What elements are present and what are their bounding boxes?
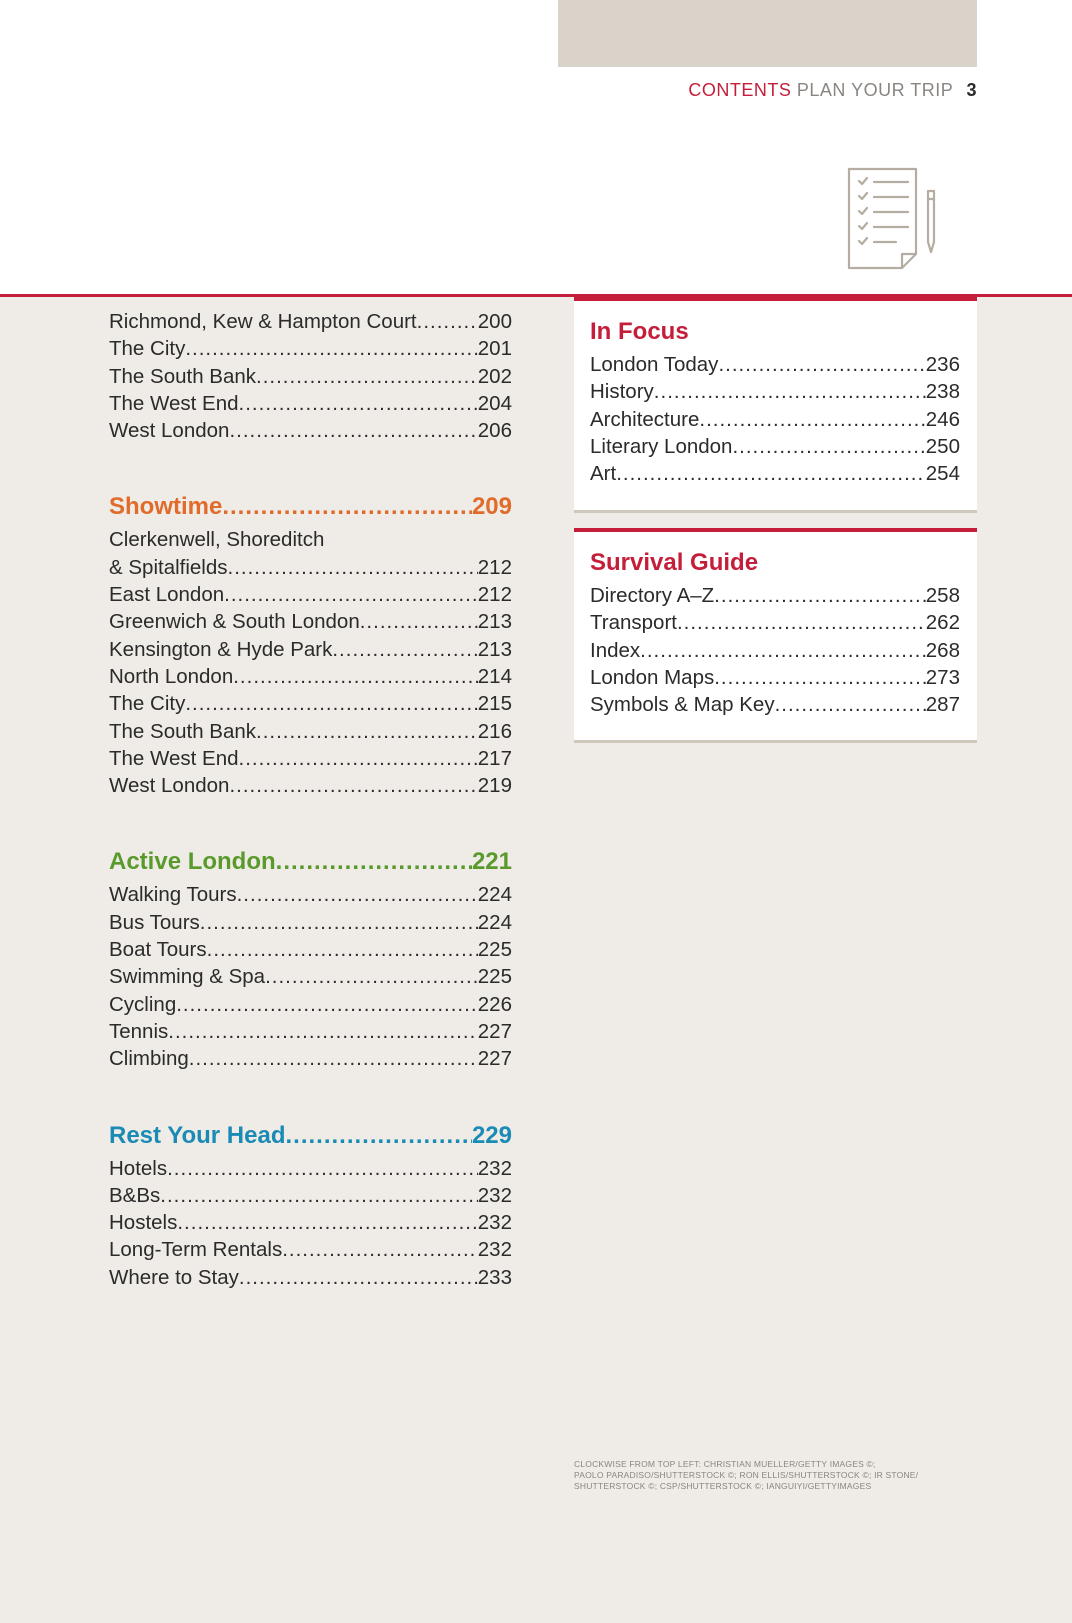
- continued-entries: [109, 308, 512, 444]
- toc-entry[interactable]: Climbing ..... 227: [109, 1045, 512, 1072]
- toc-entry[interactable]: Literary London ..... 250: [590, 433, 960, 460]
- toc-entry[interactable]: London Maps ..... 273: [590, 664, 960, 691]
- toc-entry[interactable]: Richmond, Kew & Hampton Court ..... 200: [109, 308, 512, 335]
- photo-credits: [574, 1459, 974, 1492]
- toc-entry[interactable]: Art ..... 254: [590, 460, 960, 487]
- section-heading-rest-your-head[interactable]: Rest Your Head ..... 229: [109, 1119, 512, 1153]
- toc-entry[interactable]: Bus Tours ..... 224: [109, 909, 512, 936]
- credits-line: CLOCKWISE FROM TOP LEFT: CHRISTIAN MUELLER/GETTY IMAGES ©;: [574, 1459, 876, 1469]
- checklist-document-icon: [846, 166, 942, 272]
- toc-entry[interactable]: Hotels ..... 232: [109, 1155, 512, 1182]
- toc-entry[interactable]: The City ..... 201: [109, 335, 512, 362]
- toc-entry[interactable]: Tennis ..... 227: [109, 1018, 512, 1045]
- running-head-section: PLAN YOUR TRIP: [796, 80, 953, 100]
- credits-line: SHUTTERSTOCK ©; CSP/SHUTTERSTOCK ©; IANGUIYI/GETTYIMAGES: [574, 1481, 872, 1491]
- toc-entry[interactable]: The South Bank ..... 202: [109, 363, 512, 390]
- toc-entry[interactable]: Where to Stay ..... 233: [109, 1264, 512, 1291]
- toc-entry[interactable]: The City ..... 215: [109, 690, 512, 717]
- toc-left-column: [109, 308, 512, 1291]
- toc-entry[interactable]: Transport ..... 262: [590, 609, 960, 636]
- toc-entry[interactable]: The South Bank ..... 216: [109, 718, 512, 745]
- toc-entry[interactable]: & Spitalfields ..... 212: [109, 554, 512, 581]
- toc-entry[interactable]: Walking Tours ..... 224: [109, 881, 512, 908]
- toc-entry[interactable]: Hostels ..... 232: [109, 1209, 512, 1236]
- section-heading-survival-guide[interactable]: Survival Guide: [590, 549, 759, 576]
- toc-entry[interactable]: Directory A–Z ..... 258: [590, 582, 960, 609]
- section-heading-showtime[interactable]: Showtime ..... 209: [109, 490, 512, 524]
- toc-entry[interactable]: Swimming & Spa ..... 225: [109, 963, 512, 990]
- toc-entry[interactable]: London Today ..... 236: [590, 351, 960, 378]
- credits-line: PAOLO PARADISO/SHUTTERSTOCK ©; RON ELLIS/SHUTTERSTOCK ©; IR STONE/: [574, 1470, 919, 1480]
- header-tab: [558, 0, 977, 67]
- page-number: 3: [966, 80, 977, 100]
- toc-entry[interactable]: The West End ..... 217: [109, 745, 512, 772]
- toc-entry[interactable]: The West End ..... 204: [109, 390, 512, 417]
- toc-entry[interactable]: North London ..... 214: [109, 663, 512, 690]
- survival-guide-box: [574, 528, 977, 743]
- toc-entry[interactable]: Boat Tours ..... 225: [109, 936, 512, 963]
- toc-entry[interactable]: Greenwich & South London ..... 213: [109, 608, 512, 635]
- in-focus-box: [574, 297, 977, 513]
- toc-entry[interactable]: East London ..... 212: [109, 581, 512, 608]
- section-heading-in-focus[interactable]: In Focus: [590, 318, 689, 345]
- toc-entry[interactable]: Architecture ..... 246: [590, 406, 960, 433]
- section-heading-active-london[interactable]: Active London ..... 221: [109, 845, 512, 879]
- toc-entry[interactable]: Symbols & Map Key ..... 287: [590, 691, 960, 718]
- toc-entry[interactable]: Cycling ..... 226: [109, 991, 512, 1018]
- toc-entry[interactable]: West London ..... 219: [109, 772, 512, 799]
- toc-entry[interactable]: B&Bs ..... 232: [109, 1182, 512, 1209]
- running-head-contents: CONTENTS: [688, 80, 792, 100]
- toc-entry[interactable]: Index ..... 268: [590, 637, 960, 664]
- running-head: [688, 80, 977, 101]
- toc-entry[interactable]: Kensington & Hyde Park ..... 213: [109, 636, 512, 663]
- toc-entry[interactable]: Long-Term Rentals ..... 232: [109, 1236, 512, 1263]
- toc-entry[interactable]: History ..... 238: [590, 378, 960, 405]
- toc-entry-first-line[interactable]: Clerkenwell, Shoreditch: [109, 528, 325, 552]
- toc-entry[interactable]: West London ..... 206: [109, 417, 512, 444]
